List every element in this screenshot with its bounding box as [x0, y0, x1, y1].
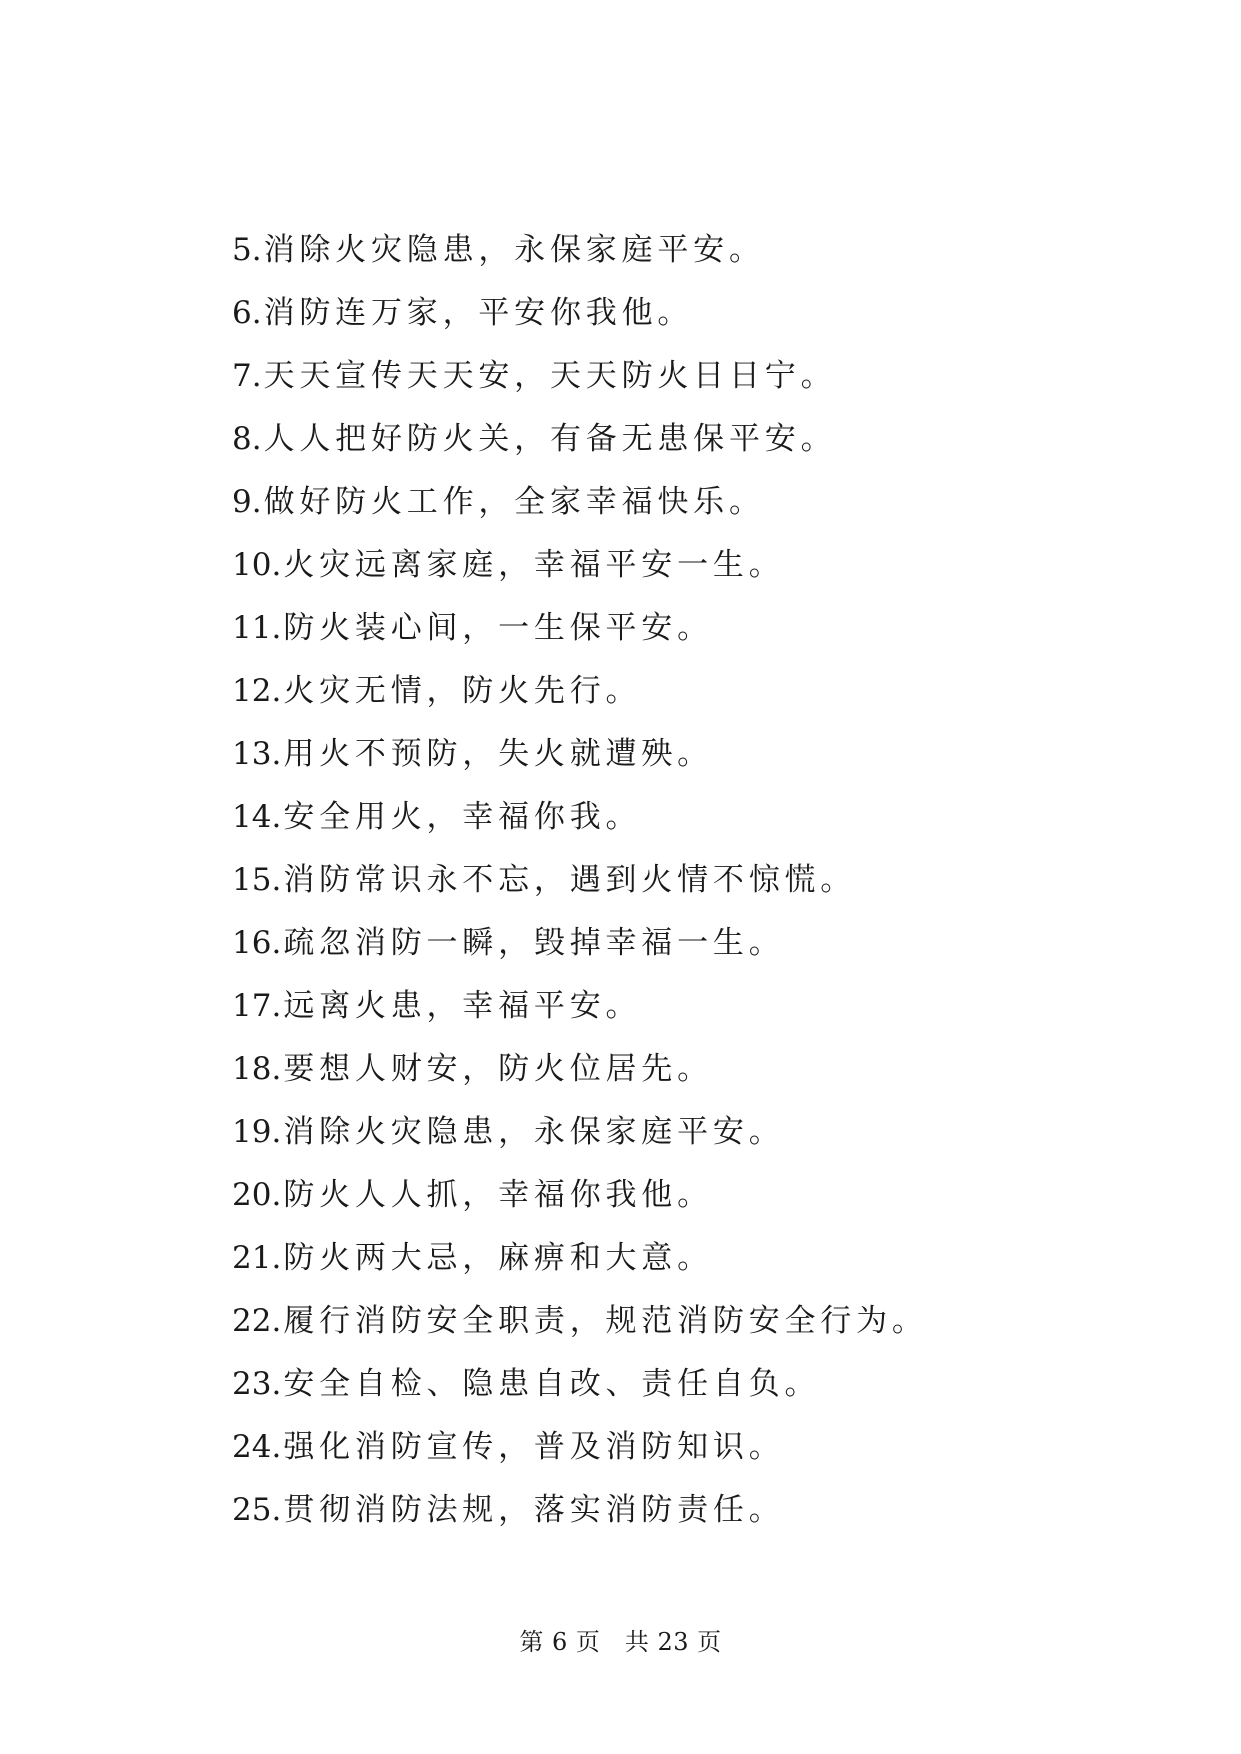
item-text: 疏忽消防一瞬，毁掉幸福一生。 [283, 925, 785, 961]
list-item [232, 988, 928, 1051]
list-item [232, 1492, 928, 1555]
item-text: 要想人财安，防火位居先。 [283, 1051, 713, 1087]
item-number: 24. [232, 1429, 282, 1465]
page-total: 共 23 页 [624, 1628, 722, 1656]
item-number: 16. [232, 925, 282, 961]
list-item [232, 736, 928, 799]
item-text: 天天宣传天天安，天天防火日日宁。 [263, 358, 837, 394]
item-number: 20. [232, 1177, 282, 1213]
list-item [232, 358, 928, 421]
item-text: 人人把好防火关，有备无患保平安。 [263, 421, 837, 457]
list-item [232, 799, 928, 862]
item-number: 7. [232, 358, 262, 394]
item-text: 远离火患，幸福平安。 [283, 988, 642, 1024]
list-item [232, 232, 928, 295]
list-item [232, 1051, 928, 1114]
list-item [232, 1177, 928, 1240]
item-number: 12. [232, 673, 282, 709]
item-text: 消防常识永不忘，遇到火情不惊慌。 [283, 862, 857, 898]
item-number: 8. [232, 421, 262, 457]
item-number: 22. [232, 1303, 282, 1339]
list-item [232, 1114, 928, 1177]
list-item [232, 1303, 928, 1366]
list-item [232, 1429, 928, 1492]
item-text: 消除火灾隐患，永保家庭平安。 [283, 1114, 785, 1150]
item-text: 火灾远离家庭，幸福平安一生。 [283, 547, 785, 583]
list-item [232, 547, 928, 610]
list-item [232, 925, 928, 988]
item-text: 安全自检、隐患自改、责任自负。 [283, 1366, 821, 1402]
item-number: 13. [232, 736, 282, 772]
item-text: 防火两大忌，麻痹和大意。 [283, 1240, 713, 1276]
item-text: 强化消防宣传，普及消防知识。 [283, 1429, 785, 1465]
list-item [232, 295, 928, 358]
item-text: 消除火灾隐患，永保家庭平安。 [263, 232, 765, 268]
item-text: 火灾无情，防火先行。 [283, 673, 642, 709]
list-item [232, 862, 928, 925]
item-text: 消防连万家，平安你我他。 [263, 295, 694, 331]
list-item [232, 673, 928, 736]
item-text: 履行消防安全职责，规范消防安全行为。 [283, 1303, 928, 1339]
list-item [232, 484, 928, 547]
item-number: 15. [232, 862, 282, 898]
item-number: 5. [232, 232, 262, 268]
list-item [232, 421, 928, 484]
item-number: 9. [232, 484, 262, 520]
item-number: 18. [232, 1051, 282, 1087]
list-item [232, 1240, 928, 1303]
item-text: 防火装心间，一生保平安。 [283, 610, 713, 646]
slogan-list [232, 232, 928, 1555]
item-number: 6. [232, 295, 262, 331]
item-number: 21. [232, 1240, 282, 1276]
list-item [232, 1366, 928, 1429]
list-item [232, 610, 928, 673]
page-number: 第 6 页 [519, 1628, 601, 1656]
item-number: 10. [232, 547, 282, 583]
item-number: 14. [232, 799, 282, 835]
item-number: 23. [232, 1366, 282, 1402]
item-number: 25. [232, 1492, 282, 1528]
item-number: 11. [232, 610, 282, 646]
page-footer [0, 1622, 1241, 1657]
item-text: 做好防火工作，全家幸福快乐。 [263, 484, 765, 520]
item-text: 用火不预防，失火就遭殃。 [283, 736, 713, 772]
item-number: 17. [232, 988, 282, 1024]
item-text: 防火人人抓，幸福你我他。 [283, 1177, 713, 1213]
item-text: 贯彻消防法规，落实消防责任。 [283, 1492, 785, 1528]
item-text: 安全用火，幸福你我。 [283, 799, 642, 835]
item-number: 19. [232, 1114, 282, 1150]
